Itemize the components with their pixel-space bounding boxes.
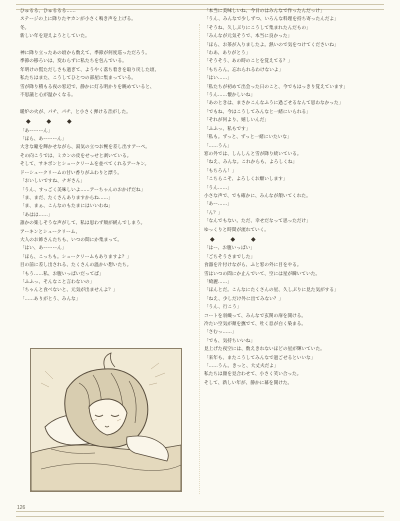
manga-illustration: [30, 348, 182, 492]
text-line: 大人のお姉さんたちも、いつの間にか集まって。: [20, 237, 123, 243]
text-line: 雪はいつの間にか止んでいて、空には星が瞬いていた。: [204, 271, 321, 277]
text-line: 「あのときは、まさかこんなふうに過ごせるなんて思わなかった」: [204, 101, 344, 107]
text-line: 「うん、行こう」: [204, 305, 242, 311]
text-line: 見上げた夜空には、数えきれないほどの星が輝いていた。: [204, 347, 325, 353]
text-line: そして、新しい年が、静かに幕を開けた。: [204, 380, 293, 386]
text-line: 「でもね、今はこうしてみんなと一緒にいられる」: [204, 109, 311, 115]
text-line: 「ふふっ、そんなこと言わないの」: [20, 279, 95, 285]
text-line: 誰かの楽しそうな声がして、私は思わず頬が緩んでしまう。: [20, 221, 146, 227]
text-line: 「あーーーん」: [20, 128, 53, 134]
text-line: 「……うん」: [204, 143, 232, 149]
text-line: 雪が降り積もる夜の窓辺で、静かに灯る明かりを眺めていると、: [20, 84, 155, 90]
text-line: 不思議と心が温かくなる。: [20, 93, 76, 99]
text-line: 小さな声で、でも確かに、みんなが頷いてくれた。: [204, 193, 311, 199]
text-line: 「ん？」: [204, 210, 223, 216]
text-line: 「なんでもない。ただ、幸せだなって思っただけ」: [204, 219, 311, 225]
text-line: 「あはは……」: [20, 212, 53, 218]
page-number: 126: [17, 505, 26, 511]
text-line: 私たちはまた、こうしてひとつの部屋に集まっている。: [20, 76, 137, 82]
text-line: 「そうね、久しぶりにこうして集まれたんだもの」: [204, 25, 311, 31]
text-line: 「うん……懐かしいね」: [204, 93, 256, 99]
text-line: 「私も。ずっと、ずっと一緒にいたいな」: [204, 135, 292, 141]
text-line: 「ごちそうさまでした」: [204, 254, 256, 260]
text-line: アーキンとシュークリーム、: [20, 229, 81, 235]
column-divider: [199, 24, 200, 494]
text-line: 「こちらこそ、よろしくお願いします」: [204, 177, 288, 183]
sleeping-girl-drawing: [31, 349, 181, 491]
text-line: 「わあ、ありがとう」: [204, 51, 251, 57]
text-line: 「来年も、またこうしてみんなで過ごせるといいな」: [204, 355, 316, 361]
text-line: ひゅるる、ひゅるるる……: [20, 9, 76, 14]
text-line: 「ほら、あーーーん」: [20, 137, 67, 143]
blank-line: [20, 100, 198, 108]
text-line: 暖炉の火が、パチ、パチ、と小さく弾ける音がした。: [20, 109, 131, 115]
text-line: 私たちは顔を見合わせて、小さく笑い合った。: [204, 372, 302, 378]
text-line: 「私たちが初めて出会った日のこと、今でもはっきり覚えています」: [204, 84, 348, 90]
text-line: 「はい、あーーーん」: [20, 246, 67, 252]
text-line: 「本当に美味しいね、今日のはみんなで作ったんだっけ」: [204, 9, 325, 14]
bottom-border: [16, 511, 384, 517]
text-line: 冷たい空気が頬を撫でて、吐く息が白く染まる。: [204, 322, 307, 328]
right-text-column: [204, 8, 382, 388]
text-line: 「ほら、こっちも。シュークリームもありますよ？」: [20, 254, 132, 260]
text-line: 新しい年を迎えようとしていた。: [20, 34, 90, 40]
text-line: 「はい……」: [204, 76, 232, 82]
text-line: 「みんなが元気そうで、本当に良かった」: [204, 34, 293, 40]
text-line: 「綺麗……」: [204, 280, 232, 285]
text-line: 「……うん。きっと、大丈夫だよ」: [204, 364, 279, 370]
text-line: 大きな瞳を輝かせながら、湯気の立つお椀を差し出すアーペ。: [20, 145, 150, 151]
text-line: 年明けの慌ただしさも過ぎて、ようやく落ち着きを取り戻した頃、: [20, 67, 160, 73]
text-line: 「おいしいですね、ナギさん」: [20, 179, 86, 185]
text-line: 「……ありがとう、みんな」: [20, 296, 81, 302]
section-separator: ◆ ◆ ◆: [210, 235, 263, 243]
text-line: その向こうでは、ミカンの皮をせっせと剥いている。: [20, 153, 132, 159]
text-line: 「ま、まぁ、こんなのもたまにはいいわね」: [20, 204, 113, 210]
text-line: 「ふふっ、私もです」: [204, 126, 251, 132]
blank-line: [20, 42, 198, 50]
text-line: 「さむっ……」: [204, 330, 237, 336]
text-line: 「ねえ、みんな。これからも、よろしくね」: [204, 160, 298, 166]
text-line: 「うん、すっごく美味しいよ……アーちゃんのおかげだね」: [20, 187, 146, 193]
text-line: 食器を片付けながら、ふと窓の外に目をやる。: [204, 263, 302, 269]
text-line: 季節の移ろいは、変わらずに私たちを包んでいる。: [20, 59, 127, 65]
text-line: そして、サキボンとシュークリームを並べてくれるアーキン。: [20, 162, 150, 168]
text-line: 目の前に差し出される、たくさんの温かい想いたち。: [20, 263, 132, 269]
text-line: 冬。: [20, 25, 30, 31]
text-line: 「でも、気持ちいいね」: [204, 338, 256, 344]
text-line: 「もちろん！」: [204, 168, 237, 174]
text-line: 「はー、お腹いっぱい」: [204, 246, 255, 252]
text-line: 窓の外では、しんしんと雪が降り続いている。: [204, 151, 302, 157]
text-line: 「うん、みんなで少しずつ、いろんな料理を持ち寄ったんだよ」: [204, 17, 339, 23]
text-line: ステージの上に降りたヤカンが小さく鳴き声を上げる。: [20, 17, 136, 23]
section-separator: ◆ ◆ ◆: [26, 118, 79, 126]
text-line: 「ほら、お茶が入りましたよ。熱いので気をつけてくださいね」: [204, 42, 339, 48]
text-line: 「ほんとだ。こんなにたくさんの星、久しぶりに見た気がする」: [204, 288, 339, 294]
text-line: ゆっくりと時間が流れていく。: [204, 227, 269, 233]
text-line: 「ねえ、少しだけ外に出てみない？」: [204, 296, 284, 302]
text-line: 「うん……」: [204, 185, 232, 191]
text-line: 「それが何より、嬉しいんだ」: [204, 118, 270, 124]
left-text-column: [20, 8, 198, 304]
text-line: 「もう……私、お腹いっぱいだってば」: [20, 271, 104, 277]
text-line: 「もちろん。忘れられるわけないよ」: [204, 67, 284, 73]
text-line: 「そうそう、あの時のことを覚えてる？」: [204, 59, 293, 65]
text-line: ドーシュークリームの甘い香りがふわりと漂う。: [20, 170, 122, 176]
text-line: 「ちゃんと食べないと、元気が出ませんよ？」: [20, 288, 118, 294]
text-line: 神に降り立ったあの頃から数えて、季節が何度巡っただろう。: [20, 51, 150, 57]
text-line: コートを羽織って、みんなで玄関の扉を開ける。: [204, 313, 307, 319]
text-line: 「あー……」: [204, 202, 232, 208]
text-line: 「ま、まだ、たくさんありますからね……」: [20, 195, 113, 201]
